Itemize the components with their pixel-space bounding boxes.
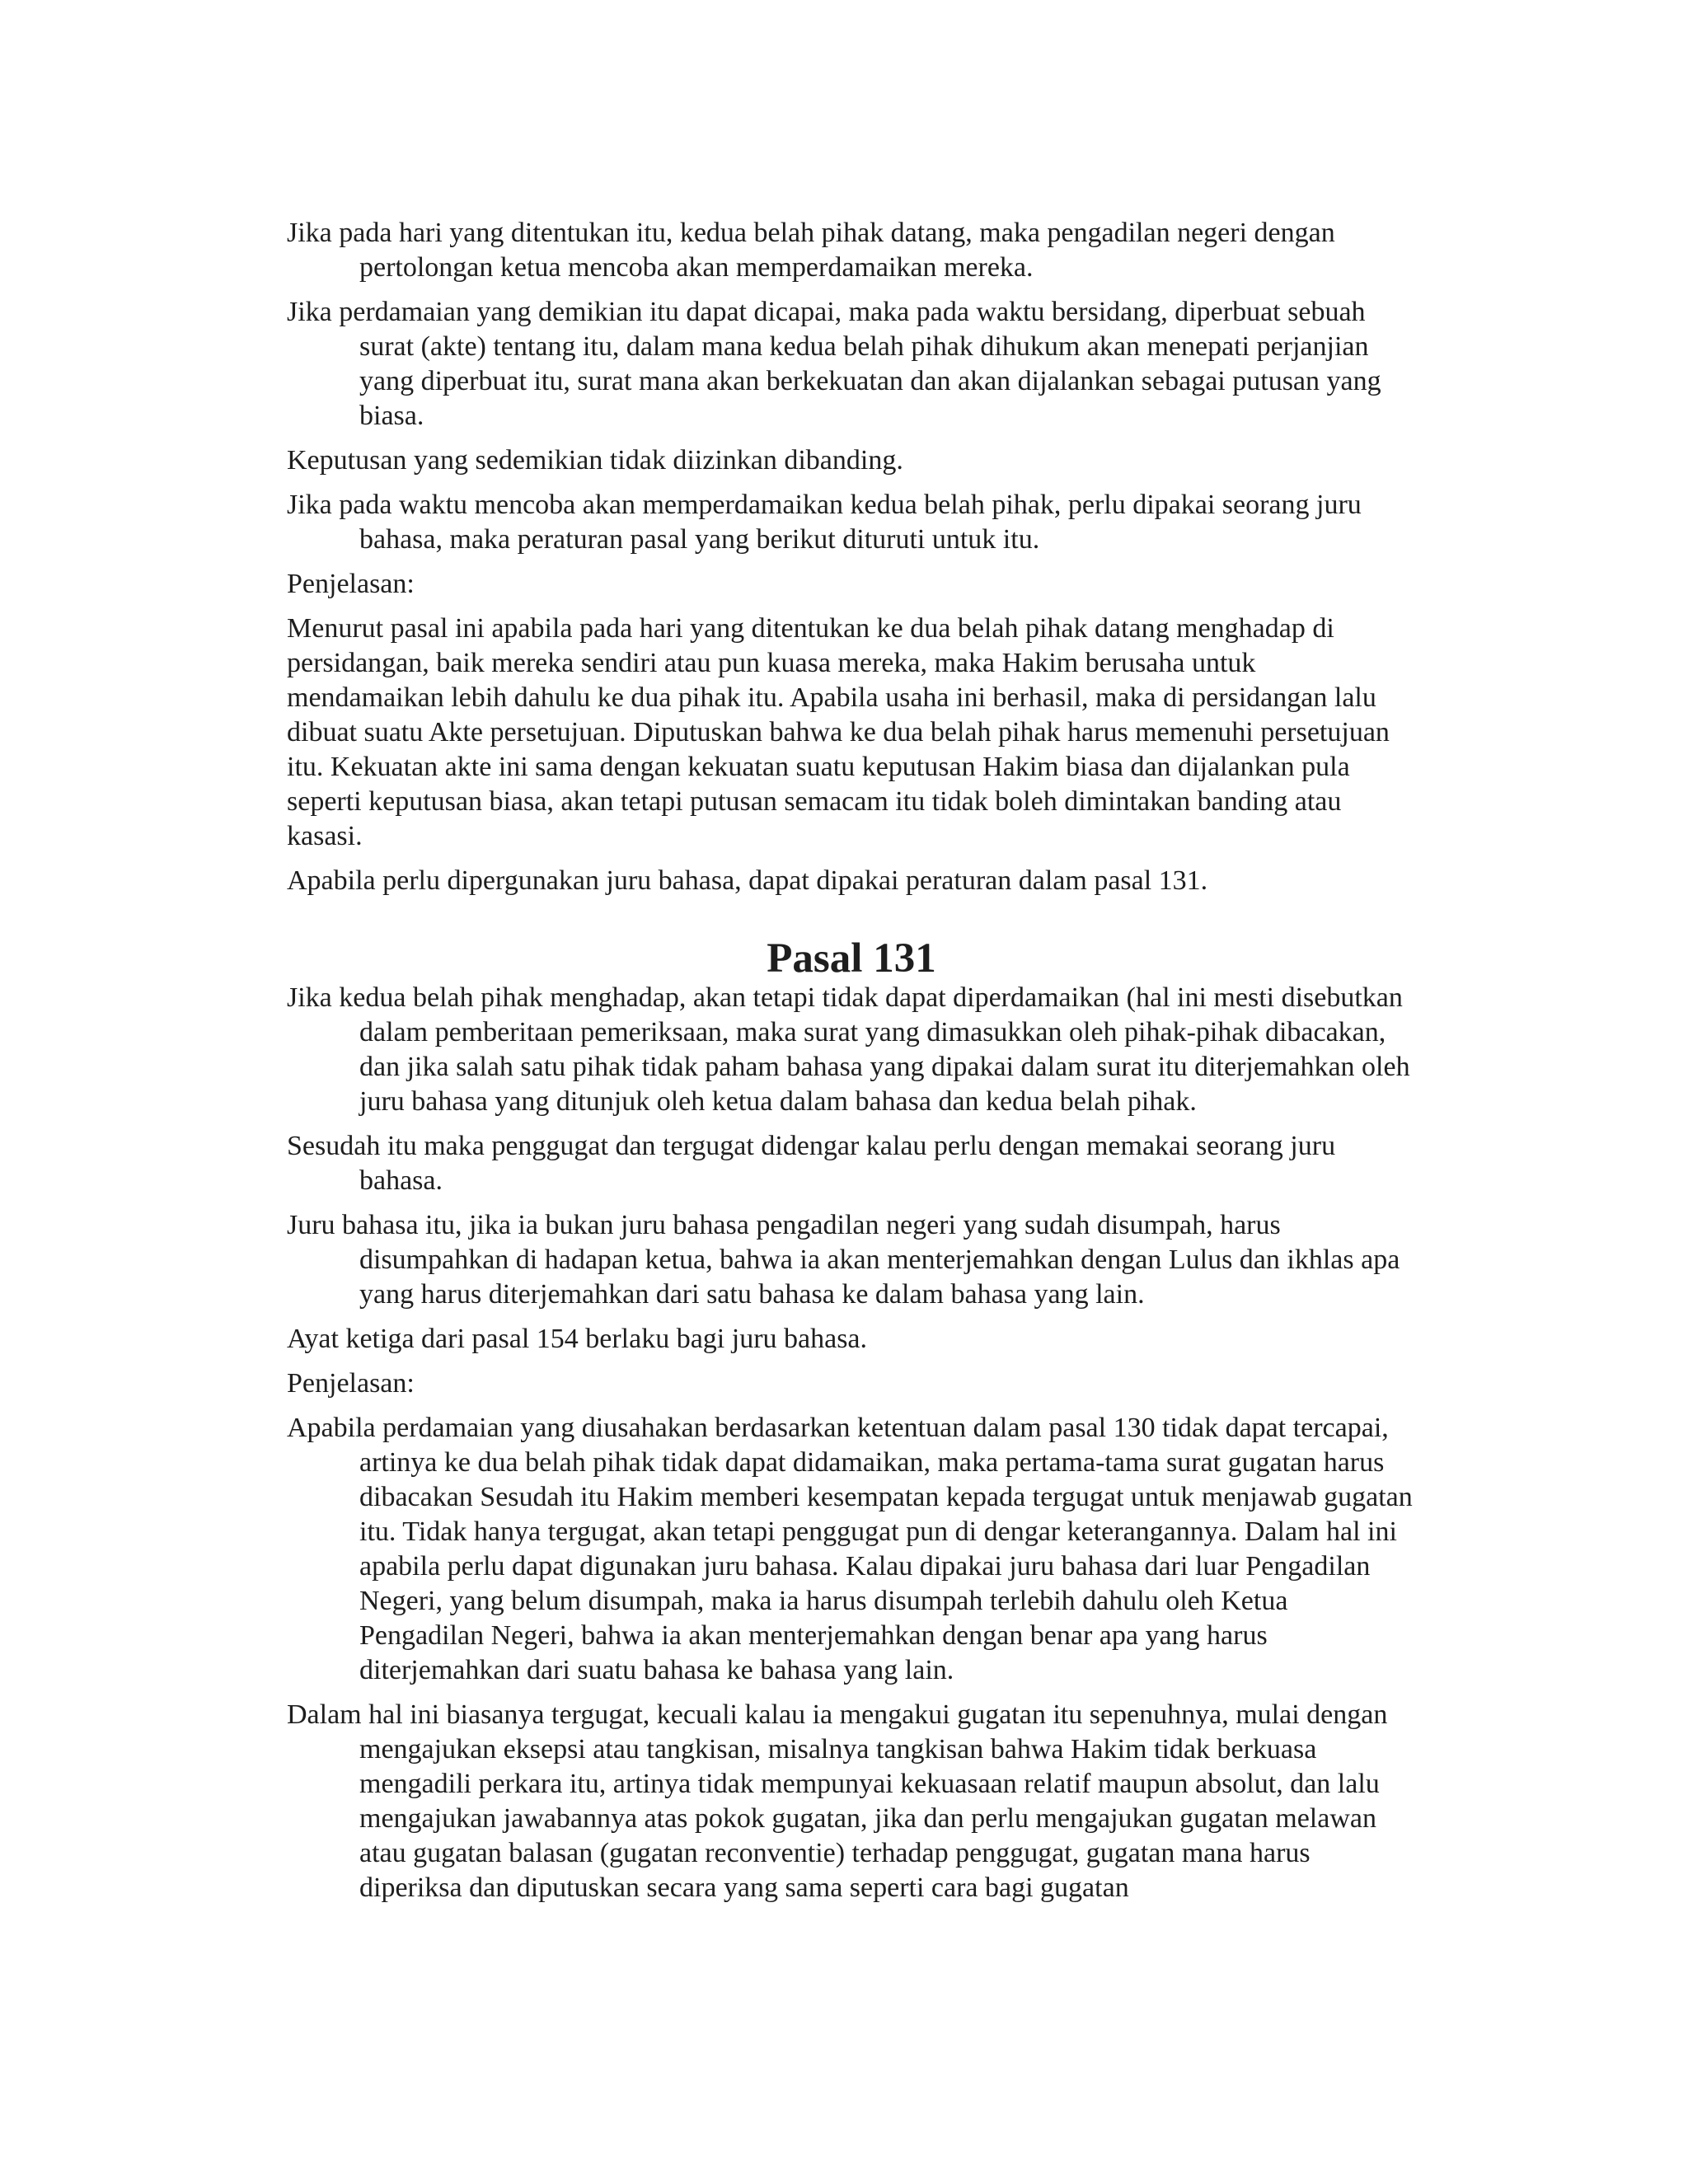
paragraph: Jika kedua belah pihak menghadap, akan tetapi tidak dapat diperdamaikan (hal ini mesti disebutkan dalam pemberitaan pemeriksaan, maka surat yang dimasukkan oleh pihak-pihak dibacakan, dan jika salah satu pihak tidak paham bahasa yang dipakai dalam surat itu diterjemahkan oleh juru bahasa yang ditunjuk oleh ketua dalam bahasa dan kedua belah pihak. bbox=[287, 982, 1410, 1117]
document-page bbox=[287, 216, 1416, 1915]
explanation-label: Penjelasan: bbox=[287, 569, 415, 599]
paragraph: Juru bahasa itu, jika ia bukan juru bahasa pengadilan negeri yang sudah disumpah, harus disumpahkan di hadapan ketua, bahwa ia akan menterjemahkan dengan Lulus dan ikhlas apa yang harus diterjemahkan dari satu bahasa ke dalam bahasa yang lain. bbox=[287, 1210, 1400, 1310]
explanation-paragraph: Apabila perdamaian yang diusahakan berdasarkan ketentuan dalam pasal 130 tidak dapat tercapai, artinya ke dua belah pihak tidak dapat didamaikan, maka pertama-tama surat gugatan harus dibacakan Sesudah itu Hakim memberi kesempatan kepada tergugat untuk menjawab gugatan itu. Tidak hanya tergugat, akan tetapi penggugat pun di dengar keterangannya. Dalam hal ini apabila perlu dapat digunakan juru bahasa. Kalau dipakai juru bahasa dari luar Pengadilan Negeri, yang belum disumpah, maka ia harus disumpah terlebih dahulu oleh Ketua Pengadilan Negeri, bahwa ia akan menterjemahkan dengan benar apa yang harus diterjemahkan dari suatu bahasa ke bahasa yang lain. bbox=[287, 1413, 1413, 1685]
section-heading: Pasal 131 bbox=[767, 935, 936, 982]
paragraph: Sesudah itu maka penggugat dan tergugat didengar kalau perlu dengan memakai seorang juru bahasa. bbox=[287, 1131, 1336, 1196]
paragraph: Jika pada hari yang ditentukan itu, kedua belah pihak datang, maka pengadilan negeri dengan pertolongan ketua mencoba akan memperdamaikan mereka. bbox=[287, 218, 1335, 283]
explanation-paragraph: Apabila perlu dipergunakan juru bahasa, dapat dipakai peraturan dalam pasal 131. bbox=[287, 865, 1208, 896]
explanation-paragraph: Menurut pasal ini apabila pada hari yang ditentukan ke dua belah pihak datang menghadap di persidangan, baik mereka sendiri atau pun kuasa mereka, maka Hakim berusaha untuk mendamaikan lebih dahulu ke dua pihak itu. Apabila usaha ini berhasil, maka di persidangan lalu dibuat suatu Akte persetujuan. Diputuskan bahwa ke dua belah pihak harus memenuhi persetujuan itu. Kekuatan akte ini sama dengan kekuatan suatu keputusan Hakim biasa dan dijalankan pula seperti keputusan biasa, akan tetapi putusan semacam itu tidak boleh dimintakan banding atau kasasi. bbox=[287, 613, 1390, 851]
paragraph: Jika perdamaian yang demikian itu dapat dicapai, maka pada waktu bersidang, diperbuat sebuah surat (akte) tentang itu, dalam mana kedua belah pihak dihukum akan menepati perjanjian yang diperbuat itu, surat mana akan berkekuatan dan akan dijalankan sebagai putusan yang biasa. bbox=[287, 297, 1381, 431]
explanation-paragraph: Dalam hal ini biasanya tergugat, kecuali kalau ia mengakui gugatan itu sepenuhnya, mulai dengan mengajukan eksepsi atau tangkisan, misalnya tangkisan bahwa Hakim tidak berkuasa mengadili perkara itu, artinya tidak mempunyai kekuasaan relatif maupun absolut, dan lalu mengajukan jawabannya atas pokok gugatan, jika dan perlu mengajukan gugatan melawan atau gugatan balasan (gugatan reconventie) terhadap penggugat, gugatan mana harus diperiksa dan diputuskan secara yang sama seperti cara bagi gugatan bbox=[287, 1699, 1388, 1903]
explanation-label: Penjelasan: bbox=[287, 1368, 415, 1399]
paragraph: Jika pada waktu mencoba akan memperdamaikan kedua belah pihak, perlu dipakai seorang juru bahasa, maka peraturan pasal yang berikut dituruti untuk itu. bbox=[287, 490, 1362, 555]
paragraph: Keputusan yang sedemikian tidak diizinkan dibanding. bbox=[287, 445, 903, 476]
paragraph: Ayat ketiga dari pasal 154 berlaku bagi juru bahasa. bbox=[287, 1324, 868, 1354]
